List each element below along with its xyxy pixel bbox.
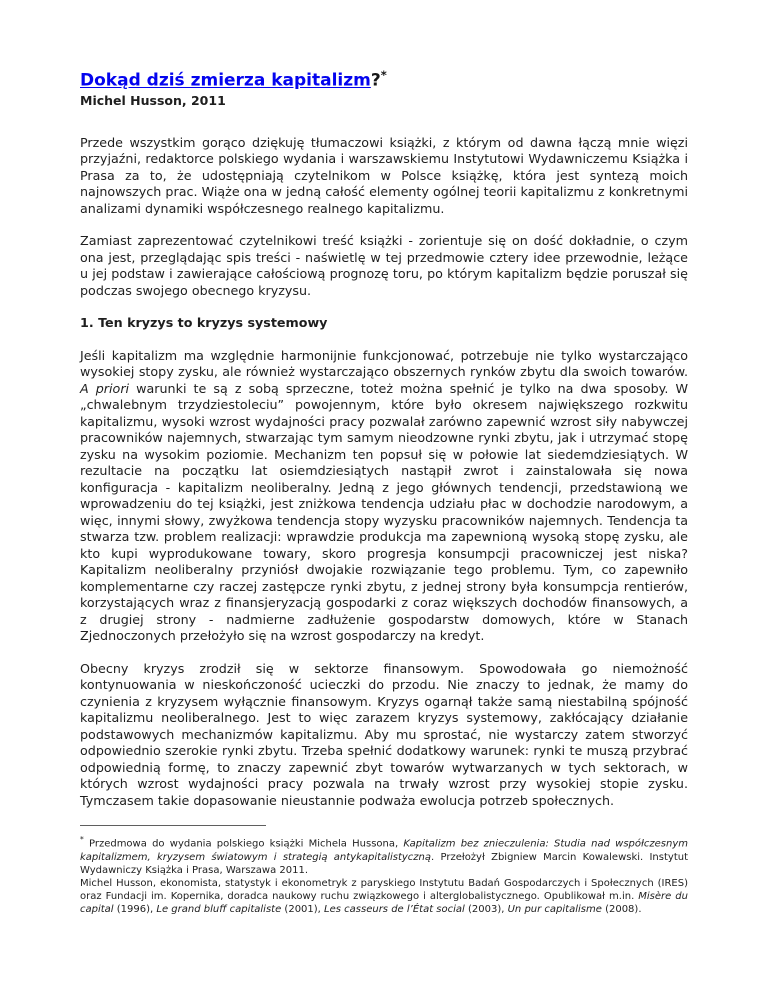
- paragraph-3: [80, 348, 688, 645]
- book-title-italic: Kapitalizm bez znieczulenia: Studia nad współczesnym kapitalizmem, kryzysem światowym i strategią antykapitalistyczną: [80, 838, 688, 863]
- title-question-mark: ?: [370, 70, 381, 91]
- title-footnote-marker-icon: *: [380, 68, 387, 82]
- document-body: [80, 135, 688, 810]
- footnote-2-sep-2: (2001),: [281, 903, 325, 915]
- paragraph-3-text-b: warunki te są z sobą sprzeczne, toteż można spełnić je tylko na dwa sposoby. W „chwalebnym trzydziestoleciu” powojennym, które było okresem największego rozkwitu kapitalizmu, wysoki wzrost wydajności pracy pozwalał zarówno zapewnić wzrost siły nabywczej pracowników najemnych, stwarzając tym samym nieodzowne rynki zbytu, jak i utrzymać stopę zysku na wysokim poziomie. Mechanizm ten popsuł się w połowie lat siedemdziesiątych. W rezultacie na początku lat osiemdziesiątych nastąpił zwrot i zainstalowała się nowa konfiguracja - kapitalizm neoliberalny. Jedną z jego głównych tendencji, przedstawioną we wprowadzeniu do tej książki, jest zniżkowa tendencja udziału płac w dochodzie narodowym, a więc, innymi słowy, zwyżkowa tendencja stopy wyzysku pracowników najemnych. Tendencja ta stwarza tzw. problem realizacji: wprawdzie produkcja ma zapewnioną wysoką stopę zysku, ale kto kupi wyprodukowane towary, skoro progresja konsumpcji pracowniczej jest niska? Kapitalizm neoliberalny przyniósł dwojakie rozwiązanie tego problemu. Tym, co zapewniło komplementarne czy raczej zastępcze rynki zbytu, z jednej strony była konsumpcja rentierów, korzystających wraz z finansjeryzacją gospodarki z coraz większych dochodów finansowych, a z drugiej strony - nadmierne zadłużenie gospodarstw domowych, które w Stanach Zjednoczonych przełożyło się na wzrost gospodarczy na kredyt.: [80, 380, 688, 644]
- footnote-marker-icon: *: [80, 835, 84, 845]
- title-link[interactable]: Dokąd dziś zmierza kapitalizm: [80, 70, 371, 91]
- footnote-1-text-a: Przedmowa do wydania polskiego książki Michela Hussona,: [83, 838, 404, 850]
- section-heading-1: 1. Ten kryzys to kryzys systemowy: [80, 315, 328, 331]
- book-title-italic: Les casseurs de l’État social: [324, 903, 465, 915]
- paragraph-1: Przede wszystkim gorąco dziękuję tłumaczowi książki, z którym od dawna łączą mnie więzi przyjaźni, redaktorce polskiego wydania i warszawskiemu Instytutowi Wydawniczemu Książka i Prasa za to, że udostępniają czytelnikom w Polsce książkę, która jest syntezą moich najnowszych prac. Wiąże ona w jedną całość elementy ogólnej teorii kapitalizmu z konkretnymi analizami dynamiki współczesnego realnego kapitalizmu.: [80, 134, 688, 216]
- paragraph-3-text-a: Jeśli kapitalizm ma względnie harmonijnie funkcjonować, potrzebuje nie tylko wystarczająco wysokiej stopy zysku, ale również wystarczająco obszernych rynków zbytu dla swoich towarów.: [80, 347, 688, 380]
- book-title-italic: Le grand bluff capitaliste: [156, 903, 282, 915]
- footnote-2: [80, 877, 688, 916]
- book-title-italic: Misère du capital: [80, 890, 688, 915]
- footnote-2-text-a: Michel Husson, ekonomista, statystyk i ekonometryk z paryskiego Instytutu Badań Gospodarczych i Społecznych (IRES) oraz Fundacji im. Kopernika, doradca naukowy ruchu związkowego i alterglobalistycznego. Opublikował m.in.: [80, 877, 688, 902]
- book-title-italic: Un pur capitalisme: [507, 903, 602, 915]
- footnote-1-text-b: . Przełożył Zbigniew Marcin Kowalewski. Instytut Wydawniczy Książka i Prasa, Warszawa 2011.: [80, 851, 689, 876]
- footnote-separator: [80, 825, 266, 826]
- footnote-2-sep-3: (2003),: [464, 903, 508, 915]
- footnotes: [80, 833, 688, 915]
- paragraph-2: Zamiast zaprezentować czytelnikowi treść książki - zorientuje się on dość dokładnie, o czym ona jest, przeglądając spis treści - naświetlę w tej przedmowie cztery idee przewodnie, leżące u jej podstaw i zawierające całościową prognozę toru, po którym kapitalizm będzie poruszał się podczas swojego obecnego kryzysu.: [80, 233, 688, 298]
- author-line: Michel Husson, 2011: [80, 92, 226, 108]
- footnote-2-sep-1: (1996),: [113, 903, 157, 915]
- footnote-1: [80, 833, 688, 876]
- footnote-2-sep-4: (2008).: [601, 903, 642, 915]
- paragraph-4: Obecny kryzys zrodził się w sektorze finansowym. Spowodowała go niemożność kontynuowania w nieskończoność ucieczki do przodu. Nie znaczy to jednak, że mamy do czynienia z kryzysem wyłącznie finansowym. Kryzys ogarnął także samą niestabilną spójność kapitalizmu neoliberalnego. Jest to więc zarazem kryzys systemowy, zakłócający działanie podstawowych mechanizmów kapitalizmu. Aby mu sprostać, nie wystarczy zatem stworzyć odpowiednio szerokie rynki zbytu. Trzeba spełnić dodatkowy warunek: rynki te muszą przybrać odpowiednią formę, to znaczy zapewnić zbyt towarów wytwarzanych w tych sektorach, w których wzrost wydajności pracy pozwala na trwały wzrost przy wysokiej stopie zysku. Tymczasem takie dopasowanie nieustannie podważa ewolucja potrzeb społecznych.: [80, 660, 688, 808]
- page-title: [80, 68, 688, 92]
- footnote-block: [80, 825, 688, 915]
- latin-phrase-italic: A priori: [80, 380, 130, 396]
